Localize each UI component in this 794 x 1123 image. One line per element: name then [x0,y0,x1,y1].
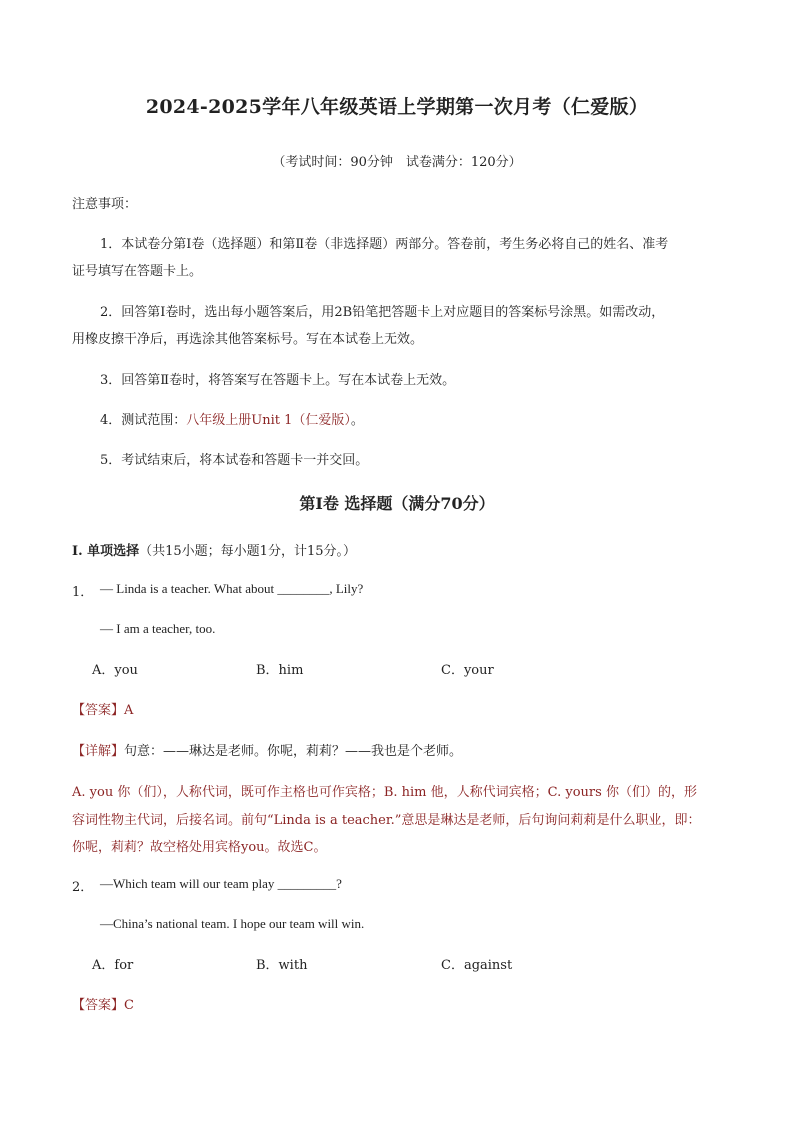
section-title: 第Ⅰ卷 选择题（满分70分） [299,494,495,513]
q1-detail [72,740,462,759]
notice-4 [100,409,364,428]
q1-answer [72,699,133,718]
notice-1-cont: 证号填写在答题卡上。 [72,264,203,279]
detail-intro: 句意：——琳达是老师。你呢，莉莉？——我也是个老师。 [124,744,463,759]
notice-heading: 注意事项： [72,197,138,212]
q1-explanation-line-2: 容词性物主代词，后接名词。前句“Linda is a teacher.”意思是琳达是老师，后句询问莉莉是什么职业，即： [72,813,701,828]
part-heading [72,540,356,559]
q2-option-b: B．with [256,958,308,973]
notice-4-end: 。 [350,413,364,428]
notice-2-cont: 用橡皮擦干净后，再选涂其他答案标号。写在本试卷上无效。 [72,332,424,347]
test-scope: 八年级上册Unit 1（仁爱版） [186,413,351,428]
q1-explanation-line-1: A. you 你（们），人称代词，既可作主格也可作宾格；B. him 他，人称代词宾格；C. yours 你（们）的，形 [72,785,697,800]
notice-3: 3．回答第Ⅱ卷时，将答案写在答题卡上。写在本试卷上无效。 [100,373,456,388]
q2-stem: —Which team will our team play _________? [100,876,342,891]
q2-option-c: C．against [441,958,513,973]
notice-2: 2．回答第Ⅰ卷时，选出每小题答案后，用2B铅笔把答题卡上对应题目的答案标号涂黑。如需改动， [100,305,665,320]
notice-4-label: 4．测试范围： [100,413,187,428]
q2-option-a: A．for [92,958,134,973]
answer-label: 【答案】 [72,703,125,718]
q1-option-c: C．your [441,663,494,678]
part-heading-label: I. 单项选择 [72,544,140,559]
page-title: 2024-2025学年八年级英语上学期第一次月考（仁爱版） [145,96,649,118]
q1-stem: — Linda is a teacher. What about ________, Lily? [100,581,364,596]
q2-number: 2． [72,880,94,895]
detail-label: 【详解】 [72,744,125,759]
notice-1: 1．本试卷分第Ⅰ卷（选择题）和第Ⅱ卷（非选择题）两部分。答卷前，考生务必将自己的姓名、准考 [100,237,669,252]
exam-info: （考试时间：90分钟 试卷满分：120分） [272,155,522,170]
answer-value: C [124,998,134,1013]
q1-explanation-line-3: 你呢，莉莉？故空格处用宾格you。故选C。 [72,840,327,855]
q2-answer [72,994,134,1013]
q2-reply: —China’s national team. I hope our team will win. [100,916,365,931]
answer-label: 【答案】 [72,998,125,1013]
q1-option-a: A．you [92,663,138,678]
q1-reply: — I am a teacher, too. [100,621,216,636]
answer-value: A [124,703,134,718]
q1-option-b: B．him [256,663,304,678]
q1-number: 1． [72,585,94,600]
part-heading-note: （共15小题；每小题1分，计15分。） [139,544,356,559]
notice-5: 5．考试结束后，将本试卷和答题卡一并交回。 [100,453,369,468]
